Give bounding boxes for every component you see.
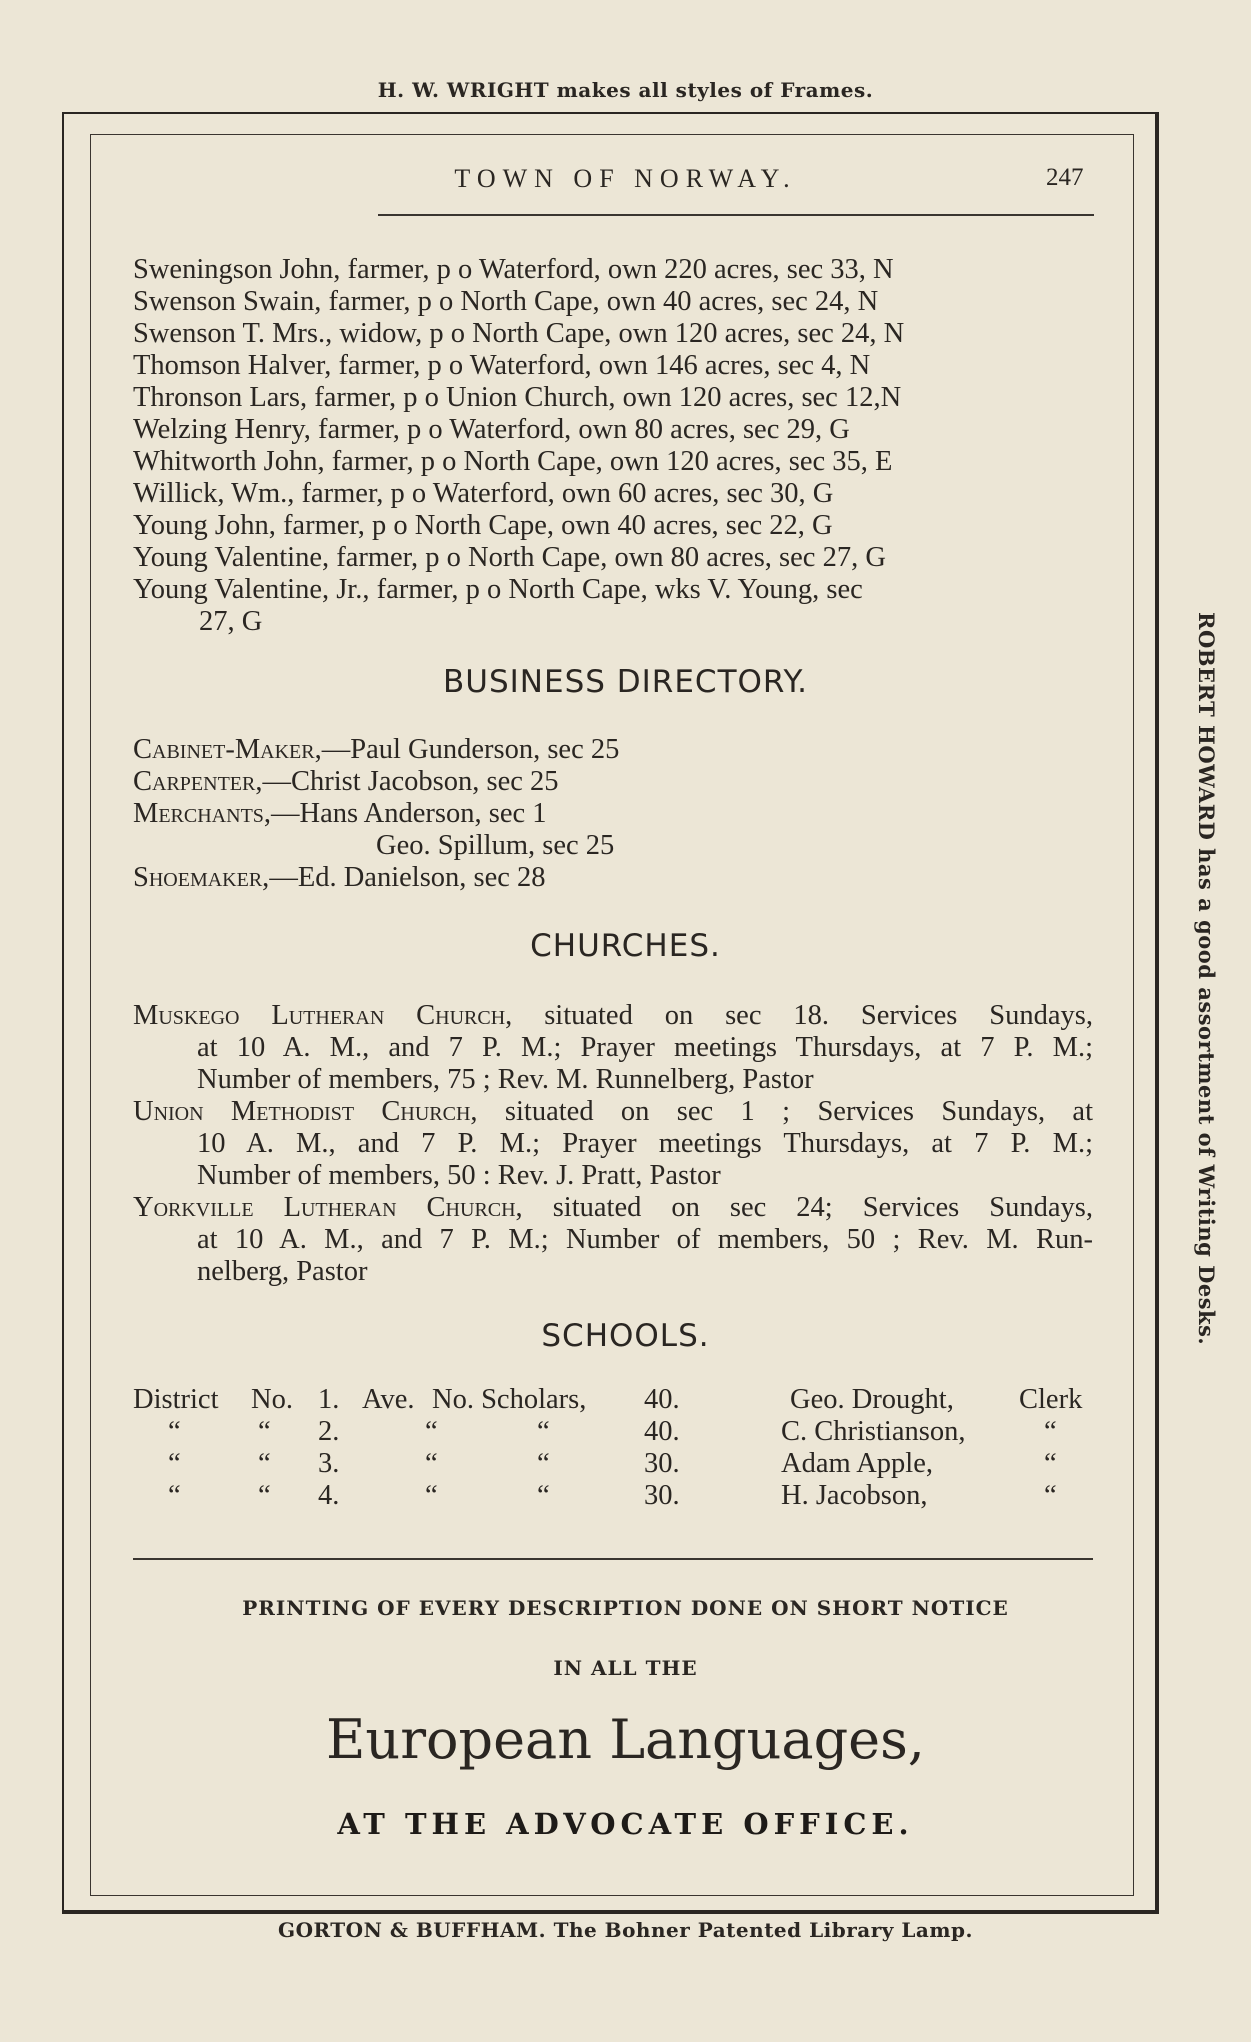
resident-entry: Young Valentine, Jr., farmer, p o North Cape, wks V. Young, sec: [133, 574, 863, 605]
running-title: TOWN OF NORWAY.: [454, 164, 797, 193]
church-name: Muskego Lutheran Church,: [133, 1000, 513, 1031]
no-cell: No.: [251, 1384, 293, 1415]
clerk-role: “: [1044, 1480, 1057, 1511]
scholars-cell: “: [537, 1448, 550, 1479]
table-row: [0, 1480, 1251, 1512]
clerk-role: “: [1044, 1416, 1057, 1447]
church-detail: nelberg, Pastor: [197, 1256, 368, 1287]
top-advertisement: H. W. WRIGHT makes all styles of Frames.: [377, 78, 874, 102]
resident-list: [133, 254, 904, 638]
resident-entry: Sweningson John, farmer, p o Waterford, own 220 acres, sec 33, N: [133, 254, 894, 285]
resident-entry: Young Valentine, farmer, p o North Cape, own 80 acres, sec 27, G: [133, 542, 886, 573]
scholar-count: 40.: [644, 1416, 680, 1447]
church-detail: at 10 A. M., and 7 P. M.; Prayer meetings Thursdays, at 7 P. M.;: [197, 1032, 1093, 1063]
clerk-name: C. Christianson,: [781, 1416, 966, 1447]
church-detail: Number of members, 75 ; Rev. M. Runnelberg, Pastor: [197, 1064, 814, 1095]
business-detail: —Hans Anderson, sec 1: [271, 798, 547, 829]
printing-ad-line: IN ALL THE: [553, 1656, 698, 1680]
no-cell: “: [258, 1448, 271, 1479]
scholars-cell: “: [537, 1416, 550, 1447]
business-entry: [133, 830, 619, 862]
church-detail: at 10 A. M., and 7 P. M.; Number of members, 50 ; Rev. M. Run-: [197, 1224, 1093, 1255]
district-number: 1.: [318, 1384, 340, 1415]
resident-entry: Thronson Lars, farmer, p o Union Church, own 120 acres, sec 12,N: [133, 382, 902, 413]
frame-shadow-bottom: [62, 1910, 1158, 1914]
scholars-cell: “: [537, 1480, 550, 1511]
clerk-role: “: [1044, 1448, 1057, 1479]
business-detail: Geo. Spillum, sec 25: [376, 830, 615, 861]
trade-name: Merchants,: [133, 798, 272, 829]
table-row: [0, 1384, 1251, 1416]
section-divider: [133, 1558, 1093, 1560]
business-directory-heading: BUSINESS DIRECTORY.: [443, 664, 808, 700]
church-detail: Number of members, 50 : Rev. J. Pratt, Pastor: [197, 1160, 721, 1191]
resident-entry: Thomson Halver, farmer, p o Waterford, own 146 acres, sec 4, N: [133, 350, 871, 381]
clerk-role: Clerk: [1019, 1384, 1083, 1415]
resident-entry: Willick, Wm., farmer, p o Waterford, own 60 acres, sec 30, G: [133, 478, 834, 509]
church-entry: Muskego Lutheran Church, situated on sec 18. Services Sundays,: [133, 1000, 1093, 1031]
side-advertisement: ROBERT HOWARD has a good assortment of Writing Desks.: [1194, 612, 1219, 1346]
resident-entry: Welzing Henry, farmer, p o Waterford, own 80 acres, sec 29, G: [133, 414, 850, 445]
trade-name: Carpenter,: [133, 766, 263, 797]
business-detail: —Paul Gunderson, sec 25: [321, 734, 620, 765]
resident-entry: Swenson Swain, farmer, p o North Cape, own 40 acres, sec 24, N: [133, 286, 879, 317]
schools-heading: SCHOOLS.: [541, 1318, 710, 1354]
business-entry: [133, 798, 619, 830]
district-cell: “: [168, 1448, 181, 1479]
ave-cell: “: [425, 1416, 438, 1447]
table-row: [0, 1416, 1251, 1448]
frame-shadow-right: [1155, 112, 1159, 1914]
schools-table: [0, 1384, 1251, 1514]
church-list: [133, 1000, 1093, 1288]
district-number: 3.: [318, 1448, 340, 1479]
trade-name: Shoemaker,: [133, 862, 270, 893]
district-cell: District: [133, 1384, 219, 1415]
trade-name: Cabinet-Maker,: [133, 734, 322, 765]
business-detail: —Ed. Danielson, sec 28: [269, 862, 546, 893]
district-cell: “: [168, 1480, 181, 1511]
ave-cell: Ave.: [362, 1384, 415, 1415]
church-detail: 10 A. M., and 7 P. M.; Prayer meetings Thursdays, at 7 P. M.;: [197, 1128, 1093, 1159]
district-cell: “: [168, 1416, 181, 1447]
scholar-count: 30.: [644, 1448, 680, 1479]
european-languages-line: European Languages,: [326, 1708, 925, 1771]
no-cell: “: [258, 1416, 271, 1447]
printing-ad-line: PRINTING OF EVERY DESCRIPTION DONE ON SHORT NOTICE: [242, 1596, 1009, 1620]
business-entry: [133, 734, 619, 766]
churches-heading: CHURCHES.: [530, 928, 721, 964]
church-entry: Yorkville Lutheran Church, situated on sec 24; Services Sundays,: [133, 1192, 1093, 1223]
resident-entry: Swenson T. Mrs., widow, p o North Cape, own 120 acres, sec 24, N: [133, 318, 905, 349]
advocate-office-line: AT THE ADVOCATE OFFICE.: [337, 1807, 914, 1841]
resident-entry: Whitworth John, farmer, p o North Cape, own 120 acres, sec 35, E: [133, 446, 893, 477]
scholar-count: 30.: [644, 1480, 680, 1511]
church-name: Union Methodist Church,: [133, 1096, 478, 1127]
clerk-name: Adam Apple,: [781, 1448, 933, 1479]
district-number: 2.: [318, 1416, 340, 1447]
district-number: 4.: [318, 1480, 340, 1511]
no-cell: “: [258, 1480, 271, 1511]
business-directory: [133, 734, 619, 894]
clerk-name: Geo. Drought,: [790, 1384, 954, 1415]
bottom-advertisement: GORTON & BUFFHAM. The Bohner Patented Library Lamp.: [278, 1918, 973, 1942]
table-row: [0, 1448, 1251, 1480]
page-number: 247: [1046, 164, 1084, 191]
ave-cell: “: [425, 1480, 438, 1511]
church-entry: Union Methodist Church, situated on sec 1 ; Services Sundays, at: [133, 1096, 1093, 1127]
scholars-cell: No. Scholars,: [432, 1384, 587, 1415]
business-detail: —Christ Jacobson, sec 25: [262, 766, 559, 797]
clerk-name: H. Jacobson,: [781, 1480, 928, 1511]
business-entry: [133, 862, 619, 894]
church-name: Yorkville Lutheran Church,: [133, 1192, 523, 1223]
business-entry: [133, 766, 619, 798]
resident-entry-continued: 27, G: [199, 606, 263, 637]
resident-entry: Young John, farmer, p o North Cape, own 40 acres, sec 22, G: [133, 510, 833, 541]
header-rule: [378, 214, 1094, 216]
ave-cell: “: [425, 1448, 438, 1479]
scholar-count: 40.: [644, 1384, 680, 1415]
